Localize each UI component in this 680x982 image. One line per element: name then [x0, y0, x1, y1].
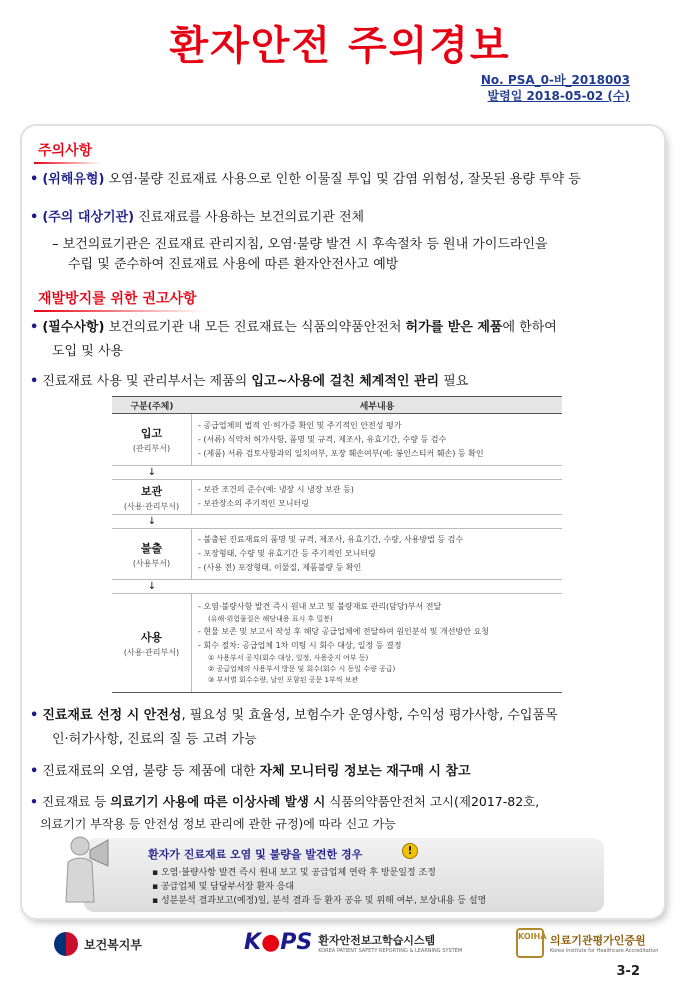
koiha-mark: KOIHA	[516, 928, 544, 958]
bullet-dot: •	[30, 764, 39, 779]
table-header	[112, 396, 562, 414]
stage-cell	[112, 480, 192, 514]
hazard-text: 오염·불량 진료재료 사용으로 인한 이물질 투입 및 감염 위험성, 잘못된 용량 투약 등	[104, 172, 581, 187]
report-line-2: 의료기기 부작용 등 안전성 정보 관리에 관한 규정)에 따라 신고 가능	[40, 817, 396, 831]
management-text-bold: 입고~사용에 걸친 체계적인 관리	[251, 374, 440, 389]
koiha-text	[550, 932, 658, 954]
callout-title: 환자가 진료재료 오염 및 불량을 발견한 경우	[148, 848, 363, 861]
page-number: 3-2	[616, 964, 640, 979]
selection-text-a: , 필요성 및 효율성, 보험수가 운영사항, 수익성 평가사항, 수입품목	[181, 708, 558, 723]
recommend-item-management	[30, 370, 650, 394]
header-detail: 세부내용	[359, 401, 395, 412]
recommend-item-monitoring	[30, 760, 650, 784]
table-row-storage	[112, 479, 562, 515]
detail-line: (유해·위험물질은 해당내용 표시 후 밀봉)	[208, 615, 333, 623]
detail-line: ② 공급업체의 사용부서 방문 및 회수(회수 시 동일 수량 공급)	[208, 665, 396, 673]
kops-mark-rest: PS	[280, 930, 313, 955]
kops-mark-o-icon: ●	[261, 930, 281, 955]
mohw-name: 보건복지부	[84, 937, 142, 952]
kops-subtitle: KOREA PATIENT SAFETY REPORTING & LEARNING SYSTEM	[318, 947, 463, 954]
kops-mark	[244, 930, 312, 955]
detail-cell	[192, 529, 562, 579]
bullet-dot: •	[30, 374, 39, 389]
target-text: 진료재료를 사용하는 보건의료기관 전체	[134, 210, 365, 225]
monitoring-text-bold: 자체 모니터링 정보는 재구매 시 참고	[259, 764, 471, 779]
document-info	[481, 72, 630, 104]
down-arrow-icon: ↓	[147, 581, 157, 592]
caution-item-target	[30, 206, 650, 230]
monitoring-text-a: 진료재료의 오염, 불량 등 제품에 대한	[42, 764, 260, 779]
management-text-b: 필요	[439, 374, 469, 389]
detail-line: - 현물 보존 및 보고서 작성 후 해당 공급업체에 전달하여 원인분석 및 개선방안 요청	[198, 627, 489, 636]
stage-cell	[112, 414, 192, 465]
footer	[0, 926, 680, 962]
bullet-dot: •	[30, 172, 39, 187]
detail-line: - 공급업체의 법적 인·허가증 확인 및 주기적인 안전성 평가	[198, 420, 402, 430]
detail-line: - (서류) 식약처 허가사항, 품명 및 규격, 제조사, 유효기간, 수량 등 검수	[198, 434, 447, 444]
detail-line: - 불출된 진료재료의 품명 및 규격, 제조사, 유효기간, 수량, 사용방법 등 검수	[198, 535, 464, 544]
caution-item-hazard	[30, 168, 650, 192]
stage-dept: (사용·관리부서)	[123, 501, 180, 511]
stage-name: 보관	[140, 484, 163, 498]
management-text-a: 진료재료 사용 및 관리부서는 제품의	[42, 374, 252, 389]
table-row-receiving	[112, 414, 562, 466]
stage-dept: (사용부서)	[132, 558, 171, 568]
required-tag: (필수사항)	[42, 320, 105, 335]
callout-item: ▪ 오염·불량사항 발견 즉시 원내 보고 및 공급업체 연락 후 방문일정 조정	[152, 866, 486, 880]
detail-line: - (제품) 서류 검토사항과의 일치여부, 포장 훼손여부(예: 봉인스티커 훼손) 등 확인	[198, 448, 484, 458]
bullet-dot: •	[30, 708, 39, 723]
bullet-dot: •	[30, 210, 39, 225]
detail-line: - 회수 절차: 공급업체 1차 미팅 시 회수 대상, 일정 등 결정	[198, 641, 402, 650]
kops-logo	[244, 930, 462, 955]
stage-name: 사용	[140, 630, 163, 644]
detail-line: - 오염·불량사항 발견 즉시 원내 보고 및 불량재료 관리(담당)부서 전달	[198, 602, 442, 611]
selection-text-bold: 진료재료 선정 시 안전성	[42, 708, 182, 723]
koiha-subtitle: Korea Institute for Healthcare Accreditation	[550, 948, 659, 954]
detail-line: ③ 부서별 회수수량, 날인 포함된 공문 1부씩 보관	[208, 676, 359, 684]
target-tag: (주의 대상기관)	[42, 210, 135, 225]
bullet-dot: •	[30, 794, 38, 809]
mohw-logo	[54, 932, 142, 956]
down-arrow-icon: ↓	[147, 467, 157, 478]
kops-text	[318, 932, 462, 954]
document-number: No. PSA_0-바_2018003	[480, 73, 630, 87]
detail-line: ① 사용부서 공지(회수 대상, 일정, 사용중지 여부 등)	[208, 654, 369, 662]
detail-line: - 보관 조건의 준수(예: 냉장 시 냉장 보관 등)	[198, 485, 354, 494]
report-text-bold: 의료기기 사용에 따른 이상사례 발생 시	[110, 794, 326, 809]
stage-dept: (사용·관리부서)	[123, 647, 180, 657]
callout-item: ▪ 성분분석 결과보고(예정)일, 분석 결과 등 환자 공유 및 위해 여부, 보상내용 등 설명	[152, 894, 486, 908]
callout-list	[152, 866, 486, 908]
detail-line: - (사용 전) 포장형태, 이물질, 제품불량 등 확인	[198, 563, 362, 572]
recommend-item-selection	[30, 704, 650, 728]
stage-cell	[112, 529, 192, 579]
stage-dept: (관리부서)	[132, 444, 171, 453]
page-title: 환자안전 주의경보	[169, 23, 511, 69]
caution-heading: 주의사항	[38, 140, 92, 160]
callout-item: ▪ 공급업체 및 담당부서장 환자 응대	[152, 880, 486, 894]
header-category: 구분(주체)	[130, 401, 174, 412]
koiha-name: 의료기관평가인증원	[550, 934, 646, 947]
required-text-b: 에 한하여	[502, 320, 557, 335]
kops-name: 환자안전보고학습시스템	[318, 933, 436, 947]
stage-name: 불출	[140, 541, 163, 555]
stage-name: 입고	[140, 427, 163, 440]
issue-date: 발령일 2018-05-02 (수)	[487, 89, 630, 103]
table-row-release	[112, 528, 562, 580]
detail-cell	[192, 594, 562, 692]
hazard-tag: (위해유형)	[42, 172, 105, 187]
recommend-heading: 재발방지를 위한 권고사항	[38, 288, 197, 308]
required-text-a: 보건의료기관 내 모든 진료재료는 식품의약품안전처	[104, 320, 406, 335]
process-table	[112, 396, 562, 696]
required-text-bold: 허가를 받은 제품	[405, 320, 503, 335]
recommend-item-required	[30, 316, 650, 340]
recommend-item-report	[30, 790, 650, 814]
detail-cell	[192, 414, 562, 465]
caution-sub-line-1: – 보건의료기관은 진료재료 관리지침, 오염·불량 발견 시 후속절차 등 원내 가이드라인을	[52, 237, 548, 252]
detail-cell	[192, 480, 562, 514]
selection-line-2: 인·허가사항, 진료의 질 등 고려 가능	[52, 732, 257, 747]
table-row-usage	[112, 593, 562, 693]
kops-mark-k: K	[244, 930, 262, 955]
detail-line: - 포장형태, 수량 및 유효기간 등 주기적인 모니터링	[198, 549, 376, 558]
down-arrow-icon: ↓	[147, 516, 157, 527]
stage-cell	[112, 594, 192, 692]
taeguk-icon	[54, 932, 78, 956]
bullet-dot: •	[30, 320, 39, 335]
megaphone-person-icon	[60, 832, 114, 906]
report-text-b: 식품의약품안전처 고시(제2017-82호,	[325, 794, 540, 809]
report-text-a: 진료재료 등	[42, 794, 111, 809]
required-line-2: 도입 및 사용	[52, 344, 124, 359]
koiha-logo	[516, 928, 658, 958]
caution-sub-line-2: 수립 및 준수하여 진료재료 사용에 따른 환자안전사고 예방	[68, 257, 399, 272]
warning-icon: !	[402, 843, 418, 859]
detail-line: - 보관장소의 주기적인 모니터링	[198, 499, 309, 508]
